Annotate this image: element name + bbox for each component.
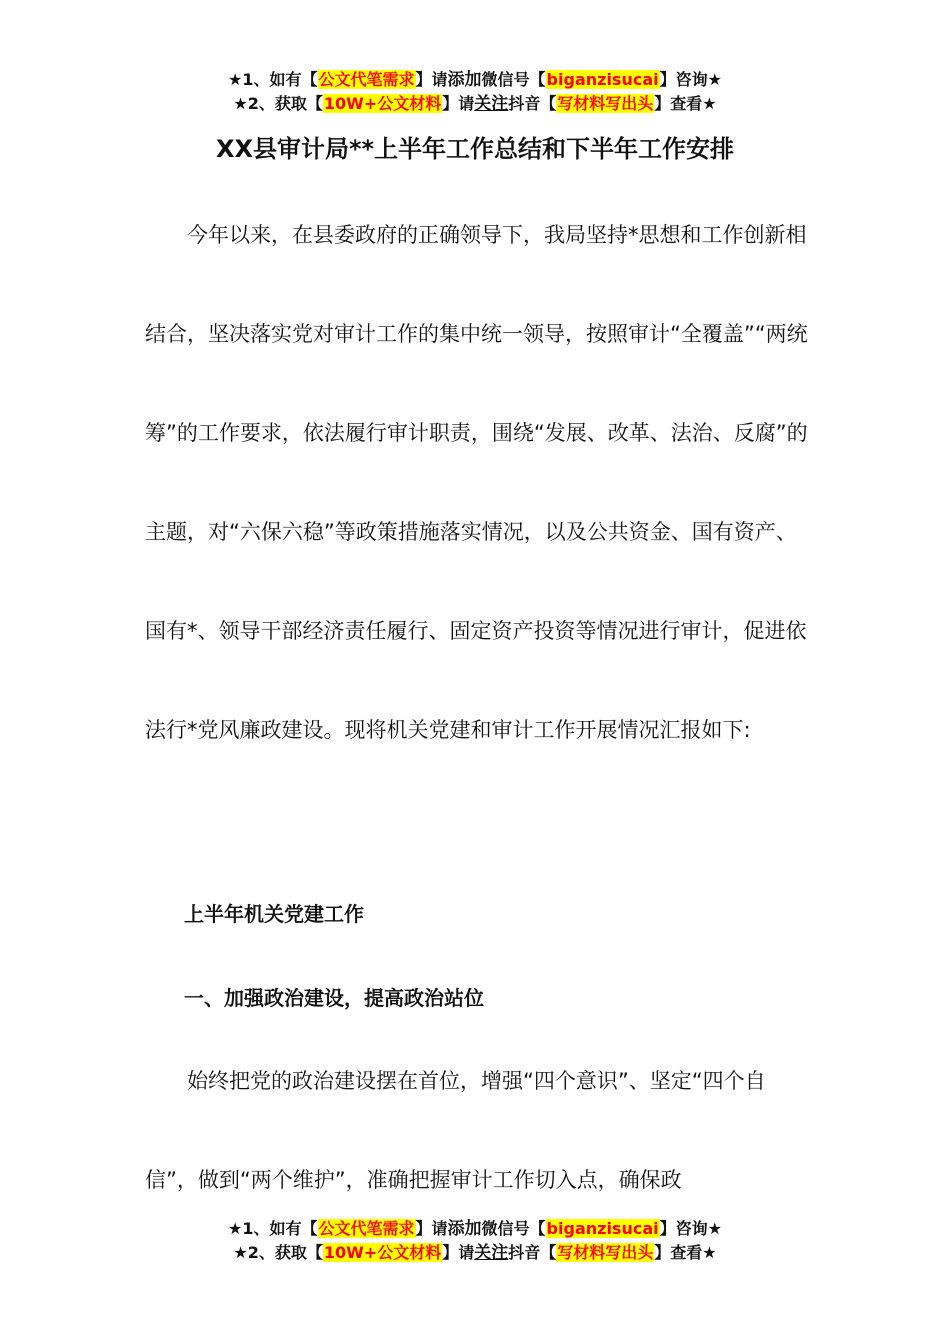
banner-text: 】咨询★ — [659, 1219, 722, 1238]
banner-line-1 — [0, 1217, 950, 1241]
banner-emphasis: 关注 — [474, 1243, 509, 1263]
banner-highlight: biganzisucai — [546, 70, 659, 89]
paragraph-text: 始终把党的政治建设摆在首位，增强“四个意识”、坚定“四个自信”，做到“两个维护”，准确把握审计工作切入点，确保政 — [145, 1069, 766, 1192]
footer-banner — [0, 1217, 950, 1265]
banner-text: 】请 — [442, 1243, 475, 1262]
banner-line-2 — [0, 1241, 950, 1265]
banner-text: 】请 — [442, 94, 475, 113]
header-banner — [0, 68, 950, 116]
banner-emphasis: 添加 — [447, 1219, 482, 1239]
banner-highlight: 公文代笔需求 — [318, 70, 415, 89]
banner-highlight: 公文代笔需求 — [318, 1219, 415, 1238]
banner-highlight: biganzisucai — [546, 1219, 659, 1238]
banner-text: 微信号【 — [481, 1219, 546, 1238]
paragraph-text: 今年以来，在县委政府的正确领导下，我局坚持*思想和工作创新相结合，坚决落实党对审计工作的集中统一领导，按照审计“全覆盖”“两统筹”的工作要求，依法履行审计职责，围绕“发展、改革、法治、反腐”的主题，对“六保六稳”等政策措施落实情况，以及公共资金、国有资产、国有*、领导干部经济责任履行、固定资产投资等情况进行审计，促进依法行*党风廉政建设。现将机关党建和审计工作开展情况汇报如下: — [145, 223, 808, 742]
banner-highlight: 10W+公文材料 — [323, 94, 442, 113]
banner-text: 】查看★ — [654, 1243, 717, 1262]
banner-text: 】咨询★ — [659, 70, 722, 89]
banner-text: 】查看★ — [654, 94, 717, 113]
banner-highlight: 写材料写出头 — [557, 1243, 654, 1262]
banner-text: ★1、如有【 — [228, 1219, 318, 1238]
banner-text: 】请 — [415, 1219, 448, 1238]
banner-text: ★2、获取【 — [233, 1243, 323, 1262]
banner-text: ★1、如有【 — [228, 70, 318, 89]
banner-line-1 — [0, 68, 950, 92]
banner-text: ★2、获取【 — [233, 94, 323, 113]
body-paragraph-2 — [145, 1032, 815, 1230]
banner-text: 】请 — [415, 70, 448, 89]
subsection-heading: 一、加强政治建设，提高政治站位 — [184, 986, 484, 1010]
document-title: XX县审计局**上半年工作总结和下半年工作安排 — [215, 135, 735, 163]
banner-text: 抖音【 — [508, 1243, 557, 1262]
banner-highlight: 10W+公文材料 — [323, 1243, 442, 1262]
body-paragraph-1 — [145, 186, 815, 780]
banner-highlight: 写材料写出头 — [557, 94, 654, 113]
banner-line-2 — [0, 92, 950, 116]
banner-emphasis: 添加 — [447, 70, 482, 90]
banner-text: 抖音【 — [508, 94, 557, 113]
section-heading: 上半年机关党建工作 — [184, 902, 364, 926]
banner-emphasis: 关注 — [474, 94, 509, 114]
banner-text: 微信号【 — [481, 70, 546, 89]
